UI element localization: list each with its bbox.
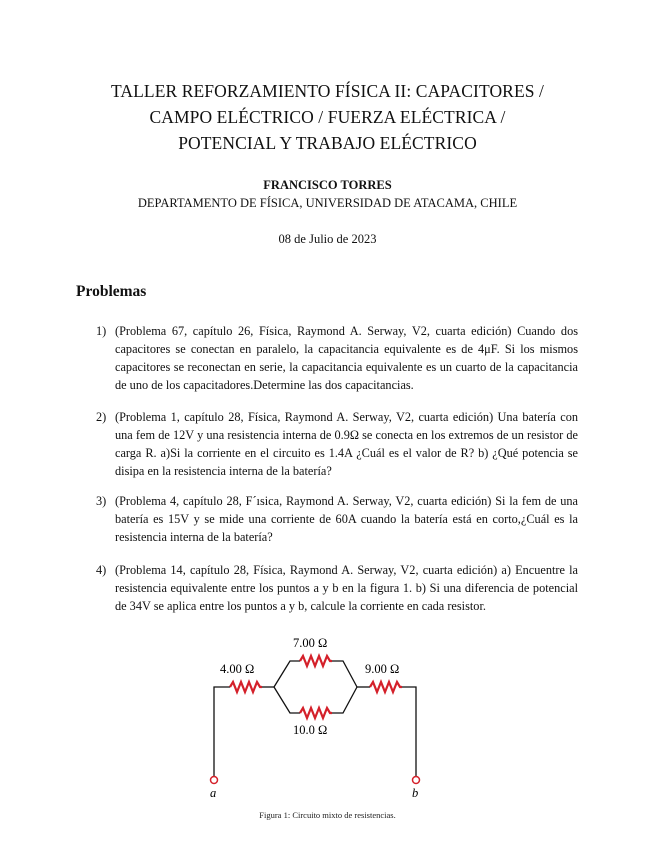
author-affiliation: DEPARTAMENTO DE FÍSICA, UNIVERSIDAD DE ATACAMA, CHILE xyxy=(137,196,518,210)
terminal-b xyxy=(413,777,420,784)
problem-text: (Problema 1, capítulo 28, Física, Raymond A. Serway, V2, cuarta edición) Una batería con una fem de 12V y una resistencia interna de 0.9Ω se conecta en los extremos de un resistor de carga R. a)Si la corriente en el circuito es 1.4A ¿Cuál es el valor de R? b) ¿Qué potencia se disipa en la resistencia interna de la batería? xyxy=(115,410,578,478)
problem-number: 1) xyxy=(96,324,107,338)
label-r4: 9.00 Ω xyxy=(365,662,400,676)
problem-item xyxy=(96,492,578,546)
problem-number: 2) xyxy=(96,410,107,424)
circuit-diagram xyxy=(200,630,430,805)
label-r1: 4.00 Ω xyxy=(220,662,255,676)
problem-number: 4) xyxy=(96,563,107,577)
label-point-b: b xyxy=(412,786,419,800)
problem-text: (Problema 14, capítulo 28, Física, Raymond A. Serway, V2, cuarta edición) a) Encuentre la resistencia equivalente entre los puntos a y b en la figura 1. b) Si una diferencia de potencial de 34V se aplica entre los puntos a y b, calcule la corriente en cada resistor. xyxy=(115,563,578,613)
title-line-3: POTENCIAL Y TRABAJO ELÉCTRICO xyxy=(178,133,477,153)
terminal-a xyxy=(211,777,218,784)
resistor-10-ohm xyxy=(300,708,332,718)
title-line-2: CAMPO ELÉCTRICO / FUERZA ELÉCTRICA / xyxy=(149,107,506,127)
label-r3: 10.0 Ω xyxy=(293,723,328,737)
problem-item xyxy=(96,322,578,394)
label-r2: 7.00 Ω xyxy=(293,636,328,650)
resistor-9-ohm xyxy=(370,682,402,692)
section-title: Problemas xyxy=(76,283,147,300)
problem-text: (Problema 67, capítulo 26, Física, Raymond A. Serway, V2, cuarta edición) Cuando dos capacitores se conectan en paralelo, la capacitancia equivalente es de 4μF. Si los mismos capacitores se reconectan en serie, la capacitancia equivalente es un cuarto de la capacitancia de uno de los capacitadores.Determine las dos capacitancias. xyxy=(115,324,578,392)
title-line-1: TALLER REFORZAMIENTO FÍSICA II: CAPACITORES / xyxy=(110,81,545,101)
label-point-a: a xyxy=(210,786,217,800)
document-date: 08 de Julio de 2023 xyxy=(278,232,377,246)
resistor-4-ohm xyxy=(230,682,262,692)
figure-caption: Figura 1: Circuito mixto de resistencias. xyxy=(259,810,396,820)
problem-item xyxy=(96,408,578,480)
resistor-7-ohm xyxy=(300,656,332,666)
problem-text: (Problema 4, capítulo 28, F´ısica, Raymond A. Serway, V2, cuarta edición) Si la fem de una batería es 15V y se mide una corriente de 60A cuando la batería está en corto,¿Cuál es la resistencia interna de la batería? xyxy=(115,494,578,544)
problem-item xyxy=(96,561,578,615)
document-title xyxy=(40,78,615,156)
problem-number: 3) xyxy=(96,494,107,508)
author-name: FRANCISCO TORRES xyxy=(263,178,392,192)
